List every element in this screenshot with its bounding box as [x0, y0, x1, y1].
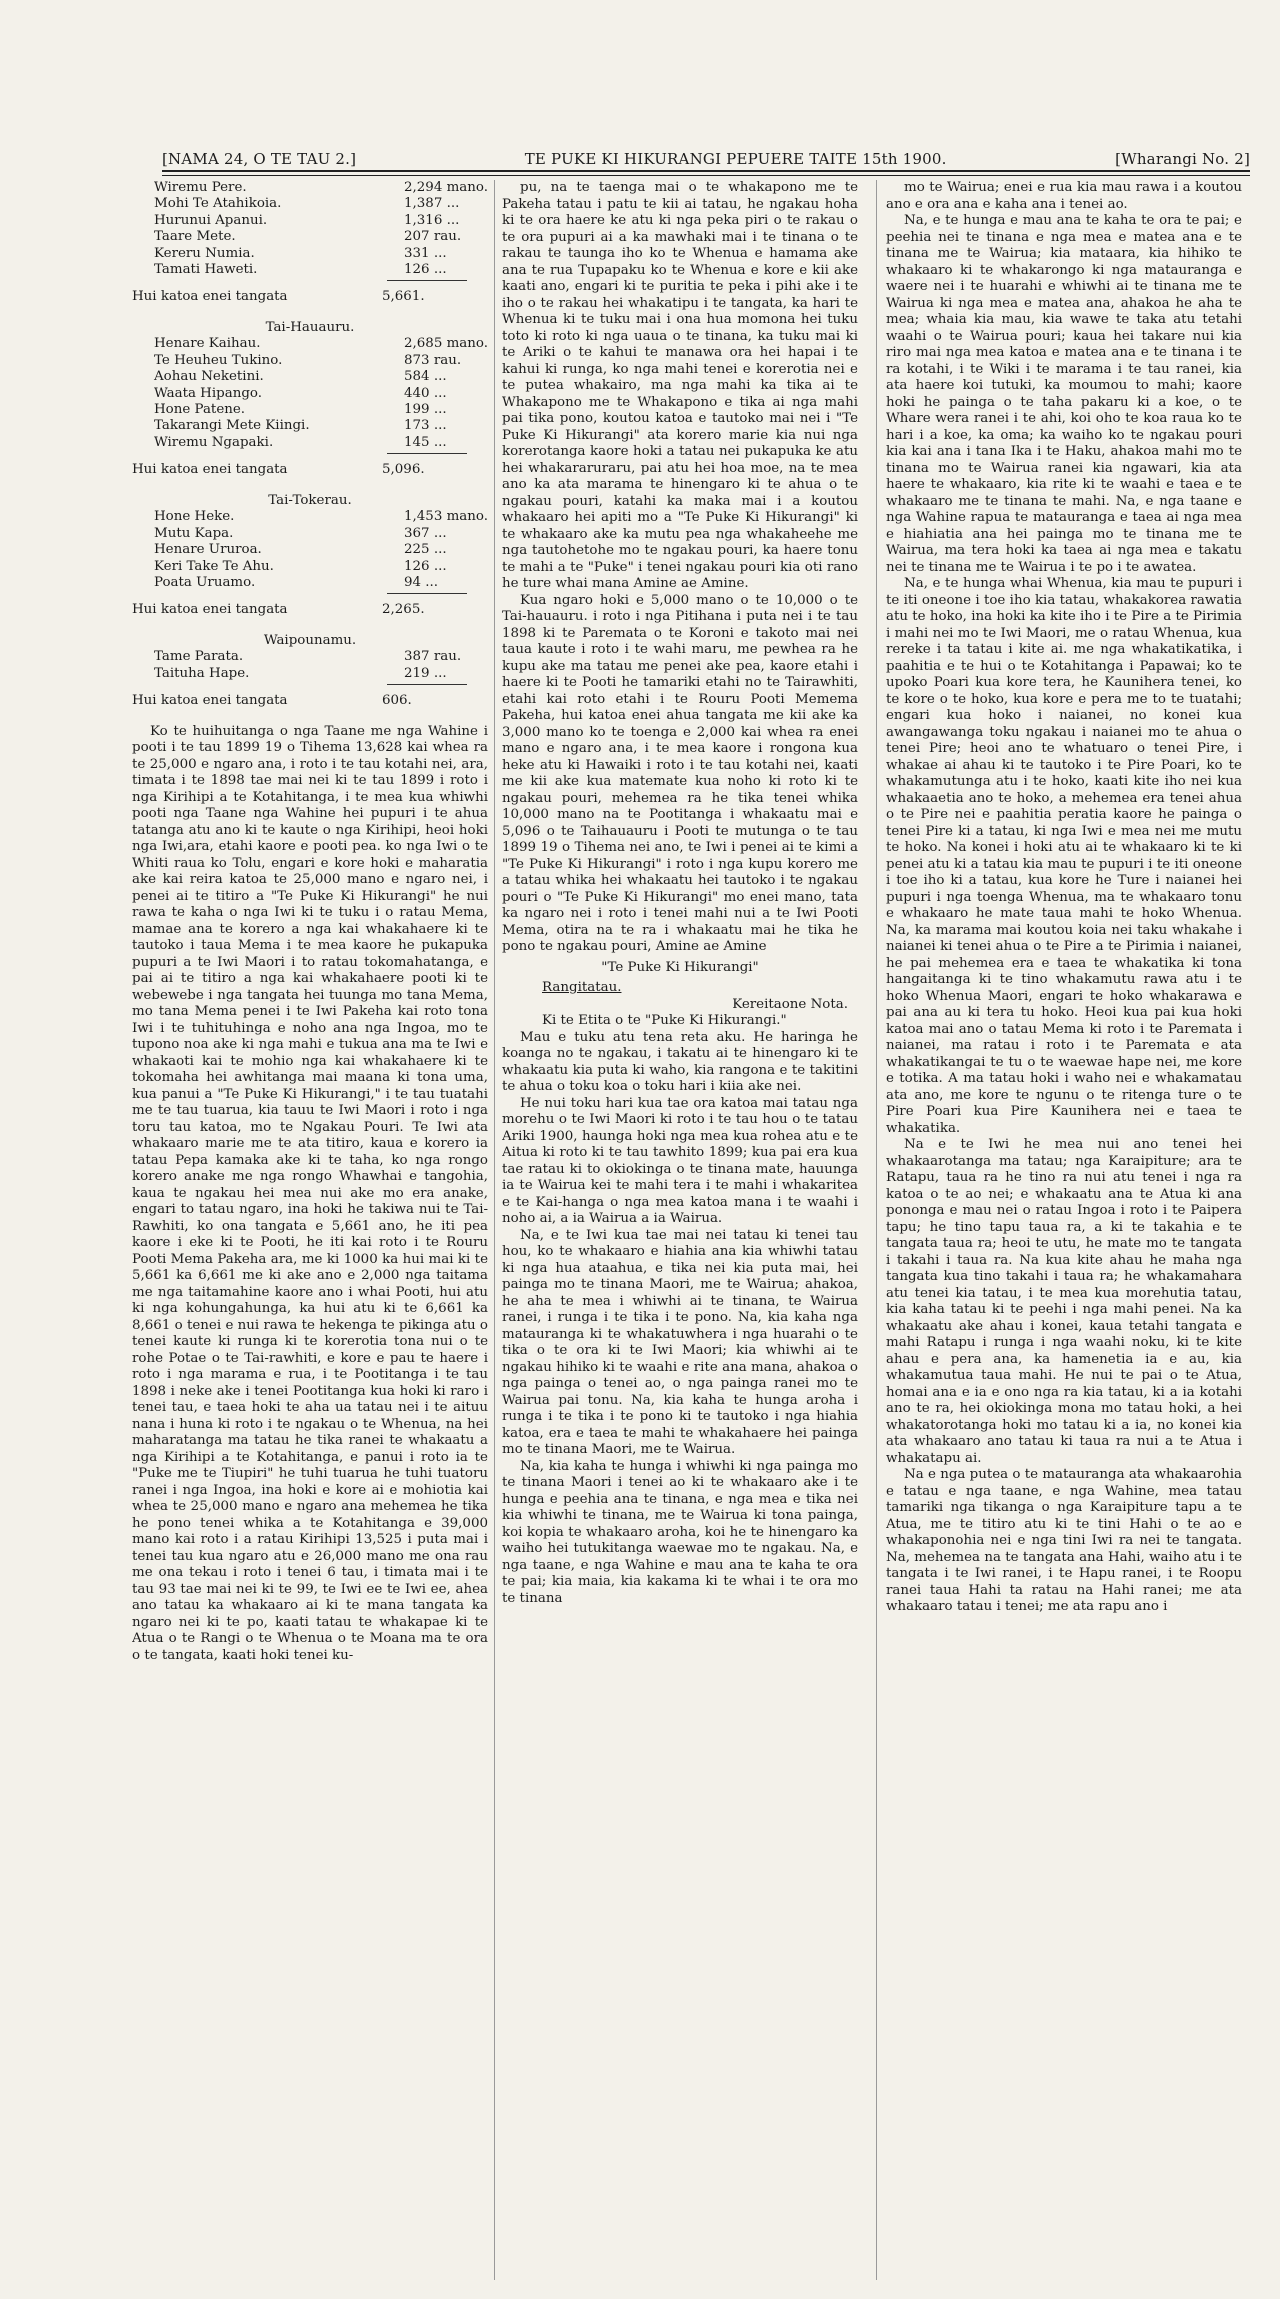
vote-count: 199 ... [404, 402, 447, 418]
total-row [132, 289, 488, 306]
paragraph: Kua ngaro hoki e 5,000 mano o te 10,000 o te Tai-hauauru. i roto i nga Pitihana i puta nei i te tau 1898 ki te Paremata o te Koroni e takoto mai nei taua kaute i roto i te wahi maru, me pewhea ra he kupu ake ma tatau me penei ake pea, kaore etahi i haere ki te Pooti he tamariki etahi no te Tairawhiti, etahi kai roto etahi i te Rouru Pooti Memema Pakeha, hui katoa enei ahua tangata me kii ake ka 3,000 mano ko te toenga e 2,000 kai whea ra enei mano e ngaro ana, i te mea kaore i rongona kua heke atu ki Hawaiki i roto i te tau kotahi nei, kaati me kii ake kua matemate kua noho ki roto ki te ngakau pouri, mehemea ra he tika tenei whika 10,000 mano na te Pootitanga i whakaatu mai e 5,096 o te Taihauauru i Pooti te mutunga o te tau 1899 19 o Tihema nei ano, te Iwi i penei ai te kimi a "Te Puke Ki Hikurangi" i roto i nga kupu korero me a tatau whika hei whakaatu hei tautoko i te ngakau pouri o "Te Puke Ki Hikurangi" mo enei mano, tata ka ngaro nei i roto i tenei mahi nui a te Iwi Pooti Mema, otira na te ra i whakaatu mai he tika he pono te ngakau pouri, Amine ae Amine [502, 592, 858, 954]
table-row [132, 418, 488, 434]
letter-body [502, 1030, 858, 1608]
total-label: Hui katoa enei tangata [132, 602, 288, 618]
vote-count: 584 ... [404, 369, 447, 385]
page-number: [Wharangi No. 2] [1115, 150, 1250, 168]
letter-continuation [886, 180, 1242, 1616]
table-row [132, 666, 488, 682]
member-name: Hone Heke. [154, 509, 235, 525]
table-row [132, 559, 488, 575]
issue-number: [NAMA 24, O TE TAU 2.] [162, 150, 357, 168]
member-name: Takarangi Mete Kiingi. [154, 418, 310, 434]
table-row [132, 435, 488, 451]
vote-count: 1,453 mano. [404, 509, 488, 525]
total-label: Hui katoa enei tangata [132, 693, 288, 709]
header-rule [162, 170, 1250, 172]
letter-place: Rangitatau. [542, 980, 622, 995]
table-row [132, 229, 488, 245]
member-name: Te Heuheu Tukino. [154, 352, 283, 368]
vote-count: 440 ... [404, 385, 447, 401]
table-row [132, 336, 488, 352]
vote-count: 173 ... [404, 418, 447, 434]
masthead-title: TE PUKE KI HIKURANGI PEPUERE TAITE 15th 1900. [524, 150, 947, 168]
page-header [162, 138, 1250, 168]
total-label: Hui katoa enei tangata [132, 462, 288, 478]
table-row [132, 246, 488, 262]
member-name: Henare Kaihau. [154, 336, 261, 352]
total-row [132, 462, 488, 479]
vote-count: 2,685 mano. [404, 336, 488, 352]
table-row [132, 196, 488, 212]
paragraph: pu, na te taenga mai o te whakapono me te Pakeha tatau i patu te kii ai tatau, he ngakau hoha ki te ora haere ke atu ki nga peka piri o te rakau o te ora pupuri ai a ka mawhaki mai i te tinana o te rakau te taunga iho ko te Whenua e hamama ake ana te rua Tupapaku ko te Whenua e kore e kii ake kaati ano, engari ki te puritia te peka i pihi ake i te iho o te rakau hei whakatipu i te tangata, ka hari te Whenua ki te tuku mai i ona hua momona hei tuku toto ki roto ki nga uaua o te tinana, ka tuku mai ki te Ariki o te kahui te manawa ora hei hapai i te kahui ki runga, ko nga mahi tenei e korerotia nei e te putea whakairo, ma nga mahi ka tika ai te Whakapono me te Whakapono e tika ai nga mahi pai tika pono, koutou katoa e tautoko mai nei i "Te Puke Ki Hikurangi" ata korero marie kia nui nga korerotanga kaore hoki a tatau nei pukapuka ke atu hei whakararuraru, pai atu hei hoa moe, na te mea ano ka ata marama te hinengaro ki te ahua o te ngakau pouri, katahi ka maka mai i a koutou whakaaro hei apiti mo a "Te Puke Ki Hikurangi" ki te whakaaro ake ka mutu pea nga whakaheehe me nga tautohetohe mo te ngakau pouri, ka haere tonu te mahi a te "Puke" i tenei ngakau pouri kia oti rano he ture whai mana Amine ae Amine. [502, 180, 858, 591]
member-name: Wiremu Ngapaki. [154, 434, 274, 450]
member-name: Tamati Haweti. [154, 262, 258, 278]
sum-rule [387, 684, 467, 685]
paragraph: mo te Wairua; enei e rua kia mau rawa i a koutou ano e ora ana e kaha ana i tenei ao. [886, 180, 1242, 212]
article-continuation [502, 180, 858, 956]
total-row [132, 693, 488, 710]
paragraph: He nui toku hari kua tae ora katoa mai tatau nga morehu o te Iwi Maori ki roto i te tau hou o te tatau Ariki 1900, haunga hoki nga mea kua rohea atu e te Aitua ki roto ki te tau tawhito 1899; kua pai era kua tae ratau ki to okiokinga o te tinana mate, hauunga ia te Wairua kei te mahi tera i te mahi i whakaritea e te Kai-hanga o nga mea katoa mana i te waahi i noho ai, a ia Wairua a ia Wairua. [502, 1095, 858, 1226]
member-name: Mutu Kapa. [154, 525, 234, 541]
vote-count: 873 rau. [404, 352, 462, 368]
article-signature: "Te Puke Ki Hikurangi" [601, 959, 759, 975]
member-name: Keri Take Te Ahu. [154, 558, 274, 574]
paragraph: Na e nga putea o te matauranga ata whakaarohia e tatau e nga taane, e nga Wahine, mea tatau tamariki nga tikanga o nga Karaipiture tapu a te Atua, me te titiro atu ki te tini Hahi o te ao e whakaponohia nei e nga tini Iwi ra nei te tangata. Na, mehemea na te tangata ana Hahi, waiho atu i te tangata i te Iwi ranei, i te Hapu ranei, i te Roopu ranei taua Hahi ta ratau na Hahi ranei; me ata whakaaro tatau i tenei; me ata rapu ano i [886, 1467, 1242, 1614]
member-name: Poata Uruamo. [154, 574, 256, 590]
column-divider [876, 180, 877, 2280]
table-row [132, 262, 488, 278]
total-value: 5,661. [382, 289, 425, 305]
member-name: Taare Mete. [154, 229, 236, 245]
column-2 [502, 180, 858, 2280]
member-name: Tame Parata. [154, 649, 244, 665]
member-name: Henare Ururoa. [154, 542, 262, 558]
vote-count: 367 ... [404, 525, 447, 541]
vote-count: 225 ... [404, 542, 447, 558]
total-label: Hui katoa enei tangata [132, 289, 288, 305]
table-row [132, 369, 488, 385]
table-row [132, 649, 488, 665]
letter-salutation: Ki te Etita o te "Puke Ki Hikurangi." [542, 1013, 787, 1028]
voter-tally-tables [132, 180, 488, 710]
vote-count: 207 rau. [404, 229, 462, 245]
member-name: Mohi Te Atahikoia. [154, 196, 282, 212]
table-row [132, 575, 488, 591]
paragraph: Na e te Iwi he mea nui ano tenei hei whakaarotanga ma tatau; nga Karaipiture; ara te Ratapu, taua ra he tino ra nui atu tenei i nga ra katoa o te ao nei; e whakaatu ana te Atua ki ana pononga e mau nei o ratau Ingoa i roto i te Paipera tapu; he tino tapu taua ra, a ki te takahia e te tangata taua ra; heoi te utu, he mate mo te tangata i takahi i taua ra. Na kua kite ahau he maha nga tangata kua tino takahi i taua ra; he whakamahara atu tenei kia tatau, i te mea kua morehutia tatau, kia kaha tatau ki te peehi i nga mahi penei. Na ka whakaatu ake ahau i konei, kaua tetahi tangata e mahi Ratapu i runga i nga waahi noku, ki te kite ahau e pera ana, ka hamenetia ia e au, kia whakamutua taua mahi. He nui te pai o te Atua, homai ana e ia e ono nga ra kia tatau, ki a ia kotahi ano te ra, hei okiokinga mona mo tatau hoki, a hei whakatorotanga hoki mo tatau ki a ia, no konei kia ata whakaaro ano tatau ki taua ra nui a te Atua i whakatapu ai. [886, 1137, 1242, 1466]
region-title: Waipounamu. [263, 632, 357, 648]
total-row [132, 602, 488, 619]
paragraph: Ko te huihuitanga o nga Taane me nga Wahine i pooti i te tau 1899 19 o Tihema 13,628 kai whea ra te 25,000 e ngaro ana, i roto i te tau kotahi nei, ara, timata i te 1898 tae mai nei ki te tau 1899 i roto i nga Kirihipi a te Kotahitanga, i te mea kua whiwhi pooti nga Taane nga Wahine hei pupuri i te ahua tatanga atu ano ki te kaute o nga Kirihipi, heoi hoki nga Iwi,ara, etahi kaore e pooti pea. ko nga Iwi o te Whiti raua ko Tolu, engari e kore hoki e maharatia ake kai reira katoa te 25,000 mano e ngaro nei, i penei ai te titiro a "Te Puke Ki Hikurangi" he nui rawa te kaha o nga Iwi ki te tuku i o ratau Mema, mamae ana te korero a nga kai whakahaere ki te tautoko i taua Mema i te mea kaore he pukapuka pupuri a te Iwi Maori i to ratau tokomahatanga, e pai ai te titiro a nga kai whakahaere pooti ki te webewebe i nga tangata hei tuunga mo tana Mema, mo tana Mema penei i te Iwi Pakeha kai roto tona Iwi i te tuhituhinga e noho ana nga Ingoa, mo te tupono noa ake ki nga mahi e tukua ana ma te Iwi e whakaoti kai te mohio nga kai whakahaere ki te tokomaha hei awhitanga mai maana ki tona uma, kua panui a "Te Puke Ki Hikurangi," i te tau tuatahi me te tau tuarua, kia tauu te Iwi Maori i roto i nga toru tau katoa, mo te Ngakau Pouri. Te Iwi ata whakaaro marie me te ata titiro, kaua e korero ia tatau Pepa kamaka ake ki te taha, ko nga rongo korero anake me nga rongo Whawhai e tangohia, kaua te ngakau hei mea nui ake mo era anake, engari to tatau ngaro, ina hoki he takiwa nui te Tai- Rawhiti, ko ona tangata e 5,661 ano, he iti pea kaore i eke ki te Pooti, he iti kai roto i te Rouru Pooti Mema Pakeha ara, me ki 1000 ka hui mai ki te 5,661 ka 6,661 me ki ake ano e 2,000 nga taitama me nga taitamahine kaore ano i whai Pooti, hui atu ki nga kohungahunga, ka hui atu ki te 6,661 ka 8,661 o tenei e nui rawa te hekenga te pikinga atu o tenei kaute ki runga ki te korerotia tona nui o te rohe Potae o te Tai-rawhiti, e kore e pau te haere i roto i nga marama e rua, i te Pootitanga i te tau 1898 i neke ake i tenei Pootitanga kua hoki ki raro i tenei tau, e taea hoki te aha ua tatau nei i te aituu nana i huna ki roto i te ngakau o te Whenua, na hei maharatanga ma tatau he tika ranei te whakaatu a nga Kirihipi a te Kotahitanga, e panui i roto ia te "Puke me te Tiupiri" he tuhi tuarua he tuhi tuatoru ranei i nga Ingoa, ina hoki e kore ai e mohiotia kai whea te 25,000 mano e ngaro ana mehemea he tika he pono tenei whika a te Kotahitanga e 39,000 mano kai roto i a ratau Kirihipi 13,525 i puta mai i tenei tau kua ngaro atu e 26,000 mano me ona rau me ona tekau i roto i tenei 6 tau, i timata mai i te tau 93 tae mai nei ki te 99, te Iwi ee te Iwi ee, ahea ano tatau ka whakaaro ai ki te mana tangata ka ngaro nei ki te po, kaati tatau te whakapae ki te Atua o te Rangi o te Whenua o te Moana ma te ora o te tangata, kaati hoki tenei ku- [132, 723, 488, 1663]
region-title: Tai-Tokerau. [268, 492, 352, 508]
column-1 [132, 180, 488, 2280]
vote-count: 219 ... [404, 665, 447, 681]
member-name: Taituha Hape. [154, 665, 250, 681]
member-table [132, 509, 488, 591]
paragraph: Na, kia kaha te hunga i whiwhi ki nga painga mo te tinana Maori i tenei ao ki te whakaaro ake i te hunga e peehia ana te tinana, e nga mea e tika nei kia whiwhi te tinana, me te Wairua ki tona painga, koi kopia te whakaaro aroha, koi he te hinengaro ka waiho hei tutukitanga waewae mo te ngakau. Na, e nga taane, e nga Wahine e mau ana te kaha te ora te pai; kia maia, kia kakama ki te whai i te ora mo te tinana [502, 1458, 858, 1606]
table-row [132, 213, 488, 229]
member-table [132, 649, 488, 682]
member-name: Hone Patene. [154, 402, 246, 418]
vote-count: 387 rau. [404, 649, 462, 665]
paragraph: Na, e te hunga whai Whenua, kia mau te pupuri i te iti oneone i toe iho kia tatau, whakakorea rawatia atu te hoko, ina hoki ka kite iho i te Pire a te Pirimia i mahi nei mo te Iwi Maori, me o ratau Whenua, kua rereke i ta tatau i kite ai. me nga whakatikatika, i paahitia e te hui o te Kotahitanga i Papawai; ko te upoko Poari kua kore tera, he Kaunihera tenei, ko te kore o te hoko, kua kore e pera me to te tuatahi; engari kua hoko i naianei, no konei kua awangawanga toku ngakau i naianei mo te ahua o tenei Pire; heoi ano te whatuaro o tenei Pire, i whakae ai ahau ki te tautoko i te Pire Poari, ko te whakamutunga atu i te hoko, kaati kite iho nei kua whakaaetia ano te hoko, a mehemea era tenei ahua o te Pire nei e paahitia peratia kaore he painga o tenei Pire ki a tatau, ki nga Iwi e mea nei me mutu te hoko. Na konei i hoki atu ai te whakaaro ki te ki penei atu ki a tatau kia mau te pupuri i te iti oneone i toe iho ki a tatau, kua kore he Ture i naianei hei pupuri i nga toenga Whenua, ma te whakaaro tonu e whakaaro he mate taua mahi te hoko Whenua. Na, ka marama mai koutou koia nei taku whakahe i naianei ki tenei ahua o te Pire a te Pirimia i naianei, he pai mehemea era e taea te whakatika ki tona hangaitanga ki te tino whakamutu rawa atu i te hoko Whenua Maori, engari te hoko whakarawa e pai ana au ki tera tu hoko. Heoi kua pai kua hoki katoa mai ano o tatau Mema ki roto i te Paremata i naianei, ma ratau i roto i te Paremata e ata whakatikangai te tu o te waewae hape nei, me kore e totika. A ma tatau hoki i waho nei e whakamatau ata ano, me kore te ngunu o te ritenga ture o te Pire Poari kua Pire Kaunihera nei e taea te whakatika. [886, 576, 1242, 1136]
sum-rule [387, 280, 467, 281]
sum-rule [387, 453, 467, 454]
column-3 [886, 180, 1242, 2280]
table-row [132, 386, 488, 402]
column-divider [494, 180, 495, 2280]
member-name: Hurunui Apanui. [154, 212, 268, 228]
paragraph: Mau e tuku atu tena reta aku. He haringa he koanga no te ngakau, i takatu ai te hinengaro ki te whakaatu kia puta ki waho, kia rangona e te takitini te ahua o toku koa o toku hari i kiia ake nei. [502, 1029, 858, 1094]
sum-rule [387, 593, 467, 594]
member-name: Aohau Neketini. [154, 369, 264, 385]
member-name: Kereru Numia. [154, 245, 255, 261]
member-table [132, 180, 488, 278]
vote-count: 1,316 ... [404, 212, 460, 228]
table-row [132, 353, 488, 369]
paragraph: Na, e te hunga e mau ana te kaha te ora te pai; e peehia nei te tinana e nga mea e matea ana e te tinana me te Wairua; kia mataara, kia hihiko te whakaaro ki te whakarongo ki nga matauranga e waere nei i te huarahi e whiwhi ai te tinana me te Wairua ki nga mea e matea ana, ahakoa he aha te mea; whaia kia mau, kia wawe te taka atu tetahi waahi o te Wairua pouri; kaua hei takare nui kia riro mai nga mea katoa e matea ana e te tinana i te ra kotahi, i te Wiki i te marama i te tau ranei, kia ata haere koi tutuki, ka moumou to mahi; kaore hoki he painga o te taha pakaru ki a koe, o te Whare wera ranei i te ahi, koi oho te koa raua ko te hari i a koe, ka oma; ka waiho ko te ngakau pouri kia kai ana i tana Ika i te Haku, ahakoa mahi mo te tinana mo te Wairua ranei kia ngawari, kia ata haere te whakaaro, kia rite ki te waahi e taea e te whakaaro me te tinana te mahi. Na, e nga taane e nga Wahine rapua te matauranga e taea ai nga mea e hiahiatia ana hei painga mo te tinana me te Wairua, ma tera hoki ka taea ai nga mea e takatu nei te tinana me te Wairua i te po i te awatea. [886, 213, 1242, 575]
region-title: Tai-Hauauru. [265, 319, 355, 335]
total-value: 5,096. [382, 462, 425, 478]
table-row [132, 180, 488, 196]
member-name: Waata Hipango. [154, 385, 262, 401]
table-row [132, 542, 488, 558]
vote-count: 126 ... [404, 262, 447, 278]
vote-count: 94 ... [404, 574, 439, 590]
table-row [132, 526, 488, 542]
article-body [132, 724, 488, 1665]
table-row [132, 402, 488, 418]
letter-date: Kereitaone Nota. [732, 996, 848, 1012]
vote-count: 126 ... [404, 558, 447, 574]
member-table [132, 336, 488, 451]
header-rule-thin [162, 175, 1250, 176]
vote-count: 331 ... [404, 245, 447, 261]
total-value: 606. [382, 693, 412, 709]
total-value: 2,265. [382, 602, 425, 618]
vote-count: 2,294 mano. [404, 180, 488, 195]
table-row [132, 509, 488, 525]
paragraph: Na, e te Iwi kua tae mai nei tatau ki tenei tau hou, ko te whakaaro e hiahia ana kia whiwhi tatau ki nga hua ataahua, e tika nei kia puta mai, hei painga mo te tinana Maori, me te Wairua; ahakoa, he aha te mea i whiwhi ai te tinana, te Wairua ranei, i runga i te tika i te pono. Na, kia kaha nga matauranga ki te whakatuwhera i nga huarahi o te tika o te ora ki te Iwi Maori; kia whiwhi ai te ngakau hihiko ki te waahi e rite ana mana, ahakoa o nga painga o tenei ao, o nga painga ranei mo te Wairua pai tonu. Na, kia kaha te hunga aroha i runga i te tika i te pono ki te tautoko i nga hiahia katoa, era e taea te mahi te whakahaere hei painga mo te tinana Maori, me te Wairua. [502, 1227, 858, 1457]
vote-count: 1,387 ... [404, 196, 460, 212]
vote-count: 145 ... [404, 434, 447, 450]
member-name: Wiremu Pere. [154, 180, 247, 195]
